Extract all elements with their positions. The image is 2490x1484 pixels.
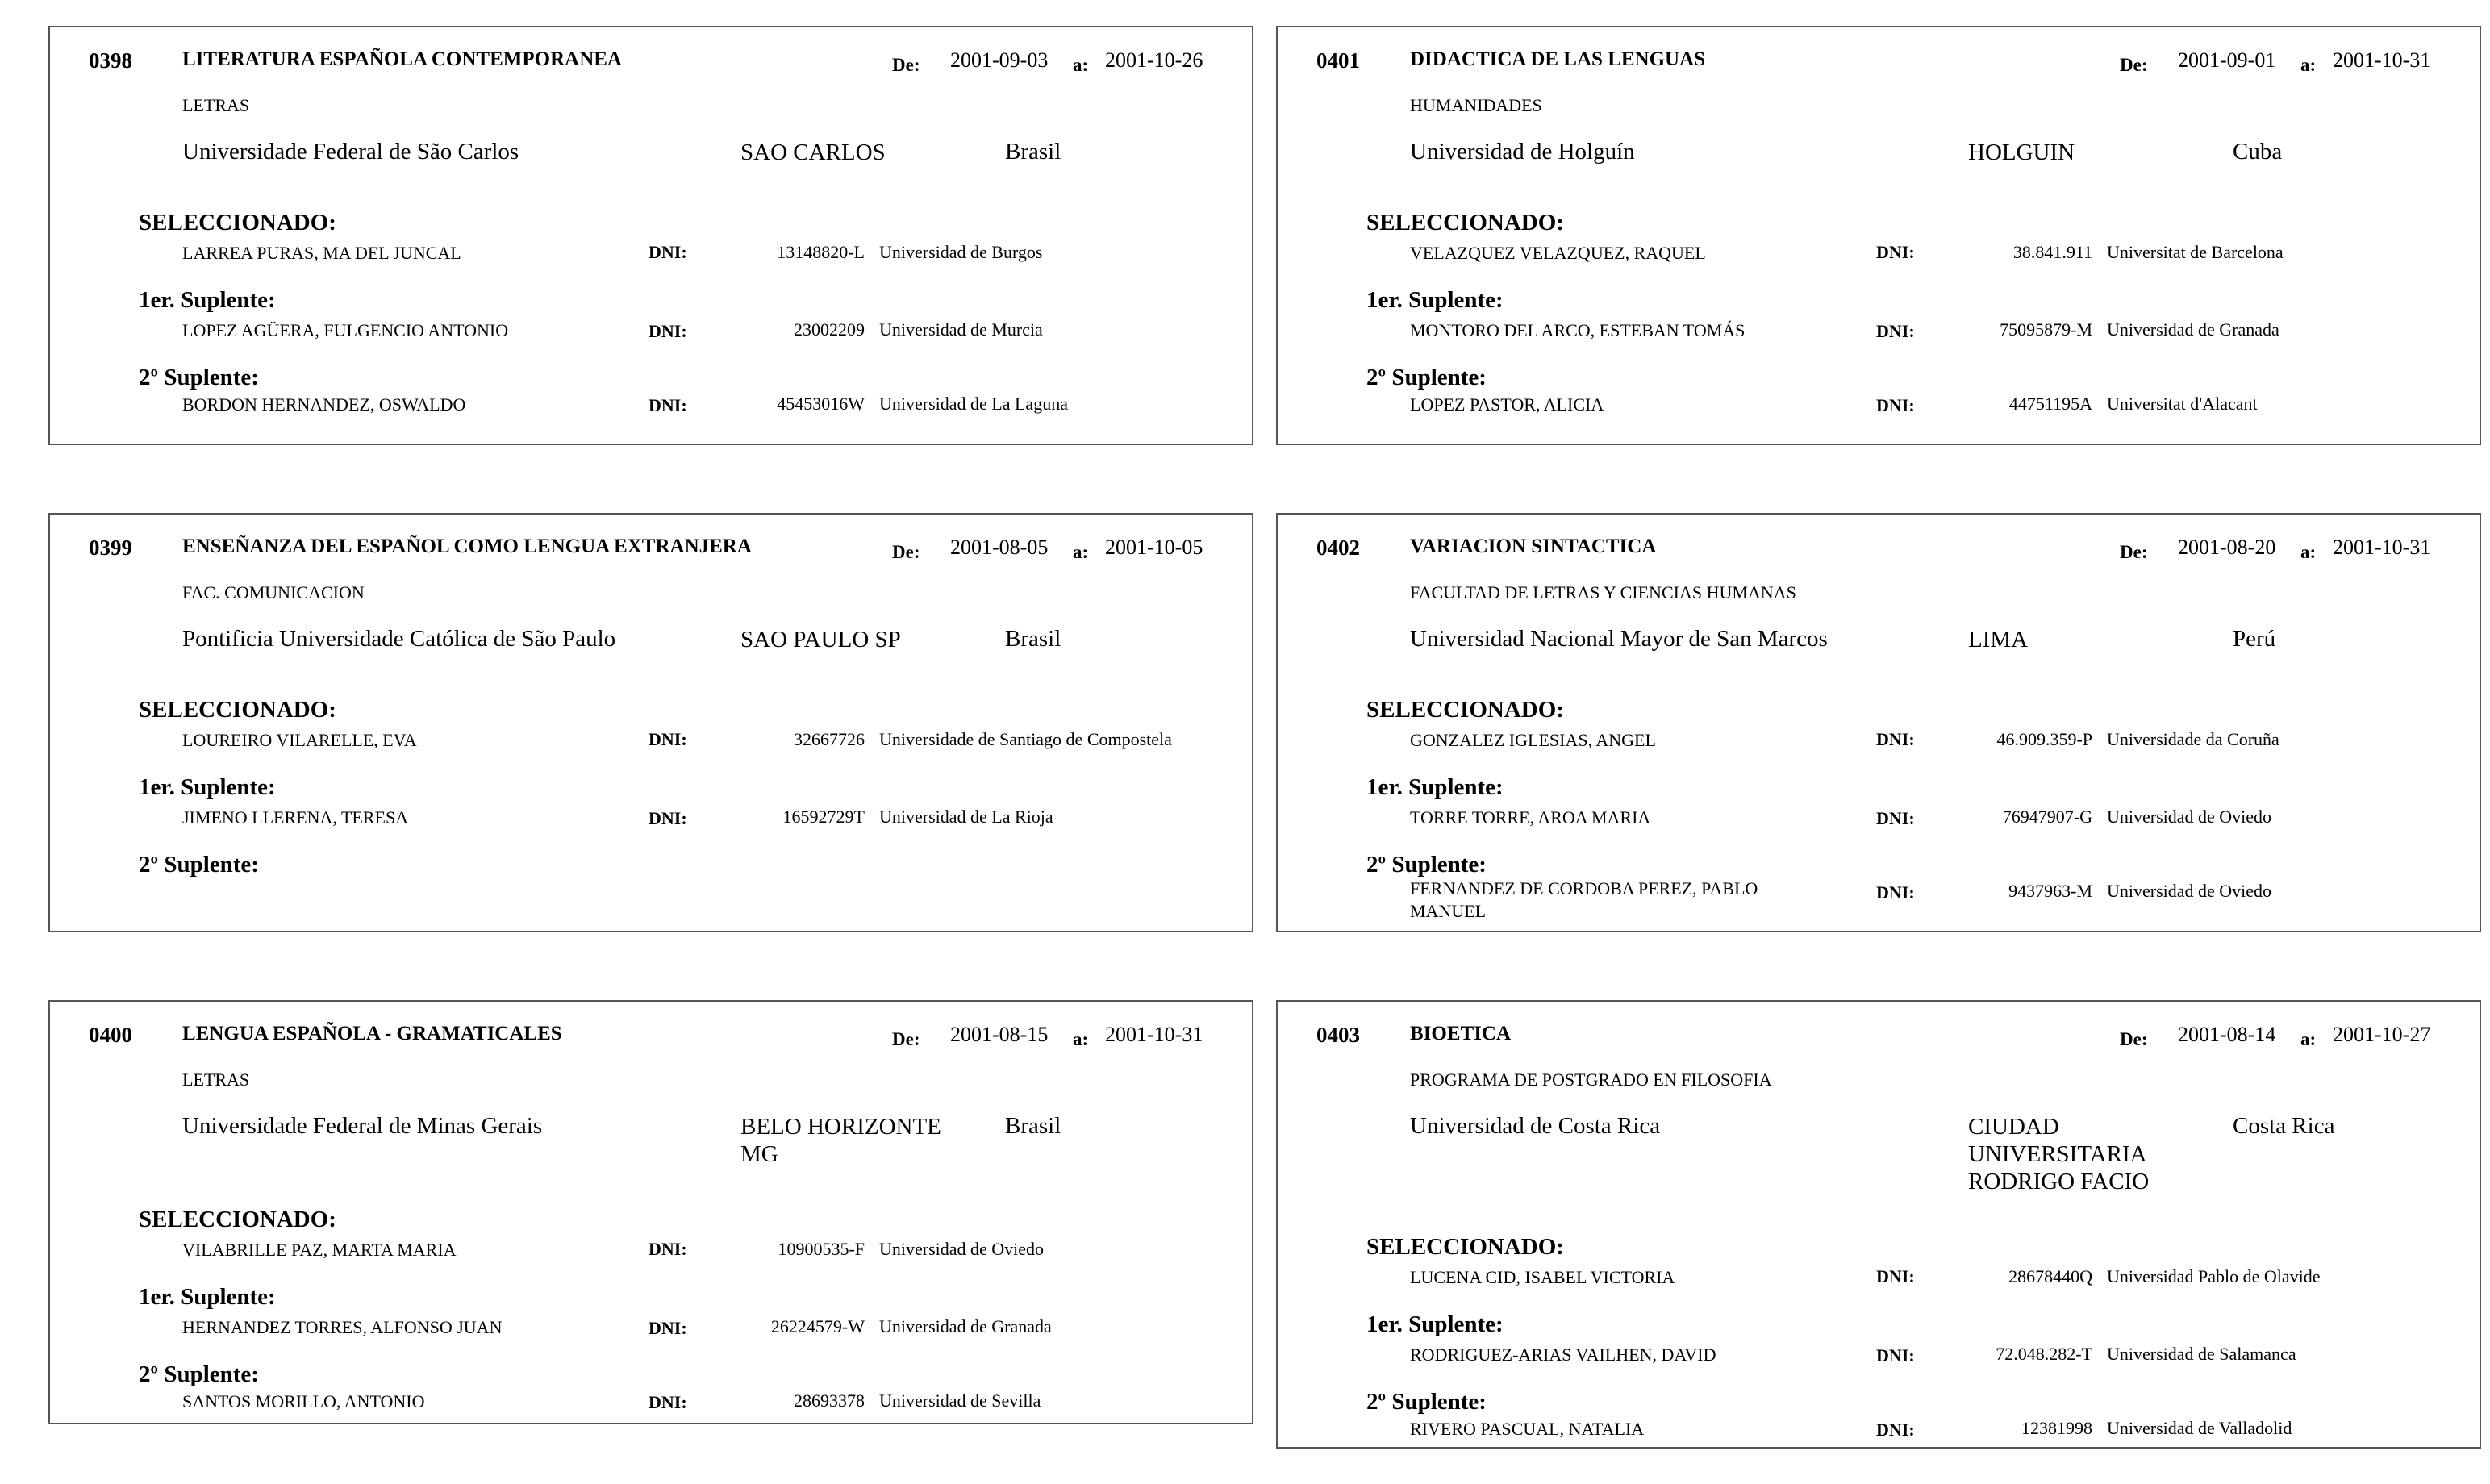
card-code: 0401 (1316, 48, 1360, 73)
from-date: 2001-08-15 (950, 1023, 1049, 1046)
sub2-university: Universitat d'Alacant (2107, 394, 2258, 414)
city: BELO HORIZONTE MG (740, 1114, 941, 1167)
from-date: 2001-09-03 (950, 48, 1049, 72)
selected-dni: 28678440Q (2008, 1266, 2092, 1286)
selected-university: Universidade de Santiago de Compostela (879, 729, 1172, 749)
selected-header: SELECCIONADO: (139, 1207, 336, 1232)
sub1-dni-label: DNI: (649, 808, 687, 828)
country: Brasil (1005, 626, 1061, 652)
card-code: 0399 (89, 536, 132, 560)
sub1-name: LOPEZ AGÜERA, FULGENCIO ANTONIO (182, 320, 509, 340)
sub1-header: 1er. Suplente: (1366, 774, 1504, 800)
selected-header: SELECCIONADO: (1366, 697, 1564, 723)
to-label: a: (2300, 1029, 2317, 1049)
sub2-dni-label: DNI: (1876, 395, 1915, 415)
card-title: LITERATURA ESPAÑOLA CONTEMPORANEA (182, 48, 622, 70)
selected-header: SELECCIONADO: (1366, 210, 1564, 236)
sub1-university: Universidad de Granada (2107, 319, 2279, 340)
selected-dni: 13148820-L (777, 242, 865, 262)
sub2-dni: 12381998 (2021, 1418, 2092, 1438)
sub2-dni-label: DNI: (1876, 1419, 1915, 1440)
to-date: 2001-10-05 (1105, 536, 1203, 559)
card-title: VARIACION SINTACTICA (1410, 536, 1657, 557)
sub2-header: 2º Suplente: (1366, 365, 1487, 390)
sub1-dni-label: DNI: (649, 321, 687, 341)
host-university: Universidad de Holguín (1410, 139, 1635, 165)
selected-university: Universidad de Burgos (879, 242, 1043, 262)
sub1-name: TORRE TORRE, AROA MARIA (1410, 807, 1651, 827)
to-label: a: (2300, 542, 2317, 562)
selected-dni-label: DNI: (649, 729, 687, 749)
from-label: De: (892, 1029, 920, 1049)
host-university: Universidade Federal de Minas Gerais (182, 1113, 543, 1139)
department: HUMANIDADES (1410, 95, 1542, 115)
card-0403 (1276, 1000, 2481, 1449)
card-0401 (1276, 26, 2481, 445)
sub2-dni: 28693378 (794, 1390, 865, 1411)
to-label: a: (1073, 542, 1089, 562)
sub1-dni: 16592729T (782, 807, 865, 827)
sub2-university: Universidad de Oviedo (2107, 881, 2272, 901)
card-title: BIOETICA (1410, 1023, 1512, 1044)
to-label: a: (2300, 55, 2317, 75)
selected-name: VILABRILLE PAZ, MARTA MARIA (182, 1240, 457, 1260)
sub1-header: 1er. Suplente: (139, 1284, 276, 1310)
card-title: DIDACTICA DE LAS LENGUAS (1410, 48, 1706, 70)
from-label: De: (2120, 1029, 2148, 1049)
card-code: 0400 (89, 1023, 132, 1047)
from-label: De: (892, 542, 920, 562)
sub2-header: 2º Suplente: (1366, 852, 1487, 877)
sub1-university: Universidad de Murcia (879, 319, 1043, 340)
selected-university: Universidad de Oviedo (879, 1239, 1045, 1259)
department: FAC. COMUNICACION (182, 582, 365, 602)
sub2-dni-label: DNI: (649, 1392, 687, 1412)
country: Brasil (1005, 139, 1061, 165)
sub1-university: Universidad de Granada (879, 1316, 1052, 1336)
card-0402 (1276, 513, 2481, 932)
selected-dni-label: DNI: (1876, 729, 1915, 749)
sub2-dni-label: DNI: (1876, 882, 1915, 902)
to-date: 2001-10-26 (1105, 48, 1203, 72)
city: SAO PAULO SP (740, 627, 901, 652)
from-label: De: (2120, 55, 2148, 75)
sub1-dni: 26224579-W (770, 1316, 865, 1336)
selected-university: Universidad Pablo de Olavide (2107, 1266, 2321, 1286)
host-university: Pontificia Universidade Católica de São Paulo (182, 626, 616, 652)
sub1-dni-label: DNI: (1876, 1345, 1915, 1365)
sub2-university: Universidad de Sevilla (879, 1390, 1041, 1411)
from-label: De: (2120, 542, 2148, 562)
card-code: 0398 (89, 48, 132, 73)
sub1-dni-label: DNI: (1876, 808, 1915, 828)
sub2-university: Universidad de Valladolid (2107, 1418, 2292, 1438)
department: LETRAS (182, 95, 250, 115)
from-date: 2001-08-05 (950, 536, 1049, 559)
department: FACULTAD DE LETRAS Y CIENCIAS HUMANAS (1410, 582, 1796, 602)
city: CIUDAD UNIVERSITARIA RODRIGO FACIO (1968, 1114, 2150, 1194)
from-label: De: (892, 55, 920, 75)
country: Brasil (1005, 1113, 1061, 1139)
sub1-dni-label: DNI: (1876, 321, 1915, 341)
sub1-name: RODRIGUEZ-ARIAS VAILHEN, DAVID (1410, 1344, 1716, 1365)
to-label: a: (1073, 1029, 1089, 1049)
sub2-name: LOPEZ PASTOR, ALICIA (1410, 394, 1604, 415)
from-date: 2001-08-20 (2178, 536, 2276, 559)
card-0398 (48, 26, 1253, 445)
selected-dni: 46.909.359-P (1996, 729, 2092, 749)
sub1-dni: 23002209 (794, 319, 865, 340)
selected-name: LUCENA CID, ISABEL VICTORIA (1410, 1267, 1675, 1287)
sub2-name: BORDON HERNANDEZ, OSWALDO (182, 394, 466, 415)
sub2-dni: 45453016W (777, 394, 865, 414)
sub1-dni: 72.048.282-T (1996, 1344, 2092, 1364)
selected-dni-label: DNI: (1876, 242, 1915, 262)
to-label: a: (1073, 55, 1089, 75)
selected-dni-label: DNI: (649, 242, 687, 262)
sub1-name: JIMENO LLERENA, TERESA (182, 807, 409, 827)
city: SAO CARLOS (740, 140, 886, 165)
sub2-header: 2º Suplente: (139, 852, 259, 877)
selected-name: LARREA PURAS, MA DEL JUNCAL (182, 243, 461, 263)
sub1-dni-label: DNI: (649, 1318, 687, 1338)
city: LIMA (1968, 627, 2029, 652)
to-date: 2001-10-31 (1105, 1023, 1203, 1046)
sub2-dni-label: DNI: (649, 395, 687, 415)
selected-dni-label: DNI: (1876, 1266, 1915, 1286)
sub2-dni: 44751195A (2008, 394, 2092, 414)
sub2-header: 2º Suplente: (139, 365, 259, 390)
sub2-university: Universidad de La Laguna (879, 394, 1068, 414)
department: LETRAS (182, 1069, 250, 1090)
card-0400 (48, 1000, 1253, 1424)
sub1-header: 1er. Suplente: (139, 287, 276, 313)
selected-name: LOUREIRO VILARELLE, EVA (182, 730, 417, 750)
sub2-header: 2º Suplente: (139, 1361, 259, 1387)
selected-name: VELAZQUEZ VELAZQUEZ, RAQUEL (1410, 243, 1706, 263)
country: Costa Rica (2233, 1113, 2335, 1139)
card-code: 0402 (1316, 536, 1360, 560)
selected-header: SELECCIONADO: (139, 697, 336, 723)
sub1-name: MONTORO DEL ARCO, ESTEBAN TOMÁS (1410, 320, 1746, 340)
to-date: 2001-10-31 (2333, 48, 2431, 72)
host-university: Universidad Nacional Mayor de San Marcos (1410, 626, 1828, 652)
sub1-university: Universidad de Oviedo (2107, 807, 2272, 827)
to-date: 2001-10-27 (2333, 1023, 2431, 1046)
to-date: 2001-10-31 (2333, 536, 2431, 559)
sub1-header: 1er. Suplente: (1366, 1311, 1504, 1337)
selected-dni: 10900535-F (778, 1239, 865, 1259)
card-title: LENGUA ESPAÑOLA - GRAMATICALES (182, 1023, 562, 1044)
sub1-university: Universidad de La Rioja (879, 807, 1053, 827)
selected-name: GONZALEZ IGLESIAS, ANGEL (1410, 730, 1656, 750)
host-university: Universidad de Costa Rica (1410, 1113, 1661, 1139)
selected-dni: 38.841.911 (2012, 242, 2092, 262)
selected-dni: 32667726 (794, 729, 865, 749)
sub2-header: 2º Suplente: (1366, 1389, 1487, 1415)
selected-dni-label: DNI: (649, 1239, 687, 1259)
sub2-name: FERNANDEZ DE CORDOBA PEREZ, PABLO MANUEL (1410, 878, 1758, 921)
card-title: ENSEÑANZA DEL ESPAÑOL COMO LENGUA EXTRANJERA (182, 536, 752, 557)
sub1-university: Universidad de Salamanca (2107, 1344, 2296, 1364)
from-date: 2001-09-01 (2178, 48, 2276, 72)
selected-header: SELECCIONADO: (1366, 1234, 1564, 1260)
selected-university: Universidade da Coruña (2107, 729, 2279, 749)
card-0399 (48, 513, 1253, 932)
card-code: 0403 (1316, 1023, 1360, 1047)
sub1-dni: 76947907-G (2002, 807, 2092, 827)
host-university: Universidade Federal de São Carlos (182, 139, 519, 165)
department: PROGRAMA DE POSTGRADO EN FILOSOFIA (1410, 1069, 1772, 1090)
sub2-name: SANTOS MORILLO, ANTONIO (182, 1391, 425, 1411)
sub2-name: RIVERO PASCUAL, NATALIA (1410, 1419, 1645, 1439)
from-date: 2001-08-14 (2178, 1023, 2276, 1046)
sub1-name: HERNANDEZ TORRES, ALFONSO JUAN (182, 1317, 503, 1337)
sub1-dni: 75095879-M (2000, 319, 2092, 340)
sub2-dni: 9437963-M (2008, 881, 2092, 901)
selected-university: Universitat de Barcelona (2107, 242, 2284, 262)
city: HOLGUIN (1968, 140, 2075, 165)
sub1-header: 1er. Suplente: (1366, 287, 1504, 313)
country: Perú (2233, 626, 2276, 652)
sub1-header: 1er. Suplente: (139, 774, 276, 800)
selected-header: SELECCIONADO: (139, 210, 336, 236)
country: Cuba (2233, 139, 2283, 165)
